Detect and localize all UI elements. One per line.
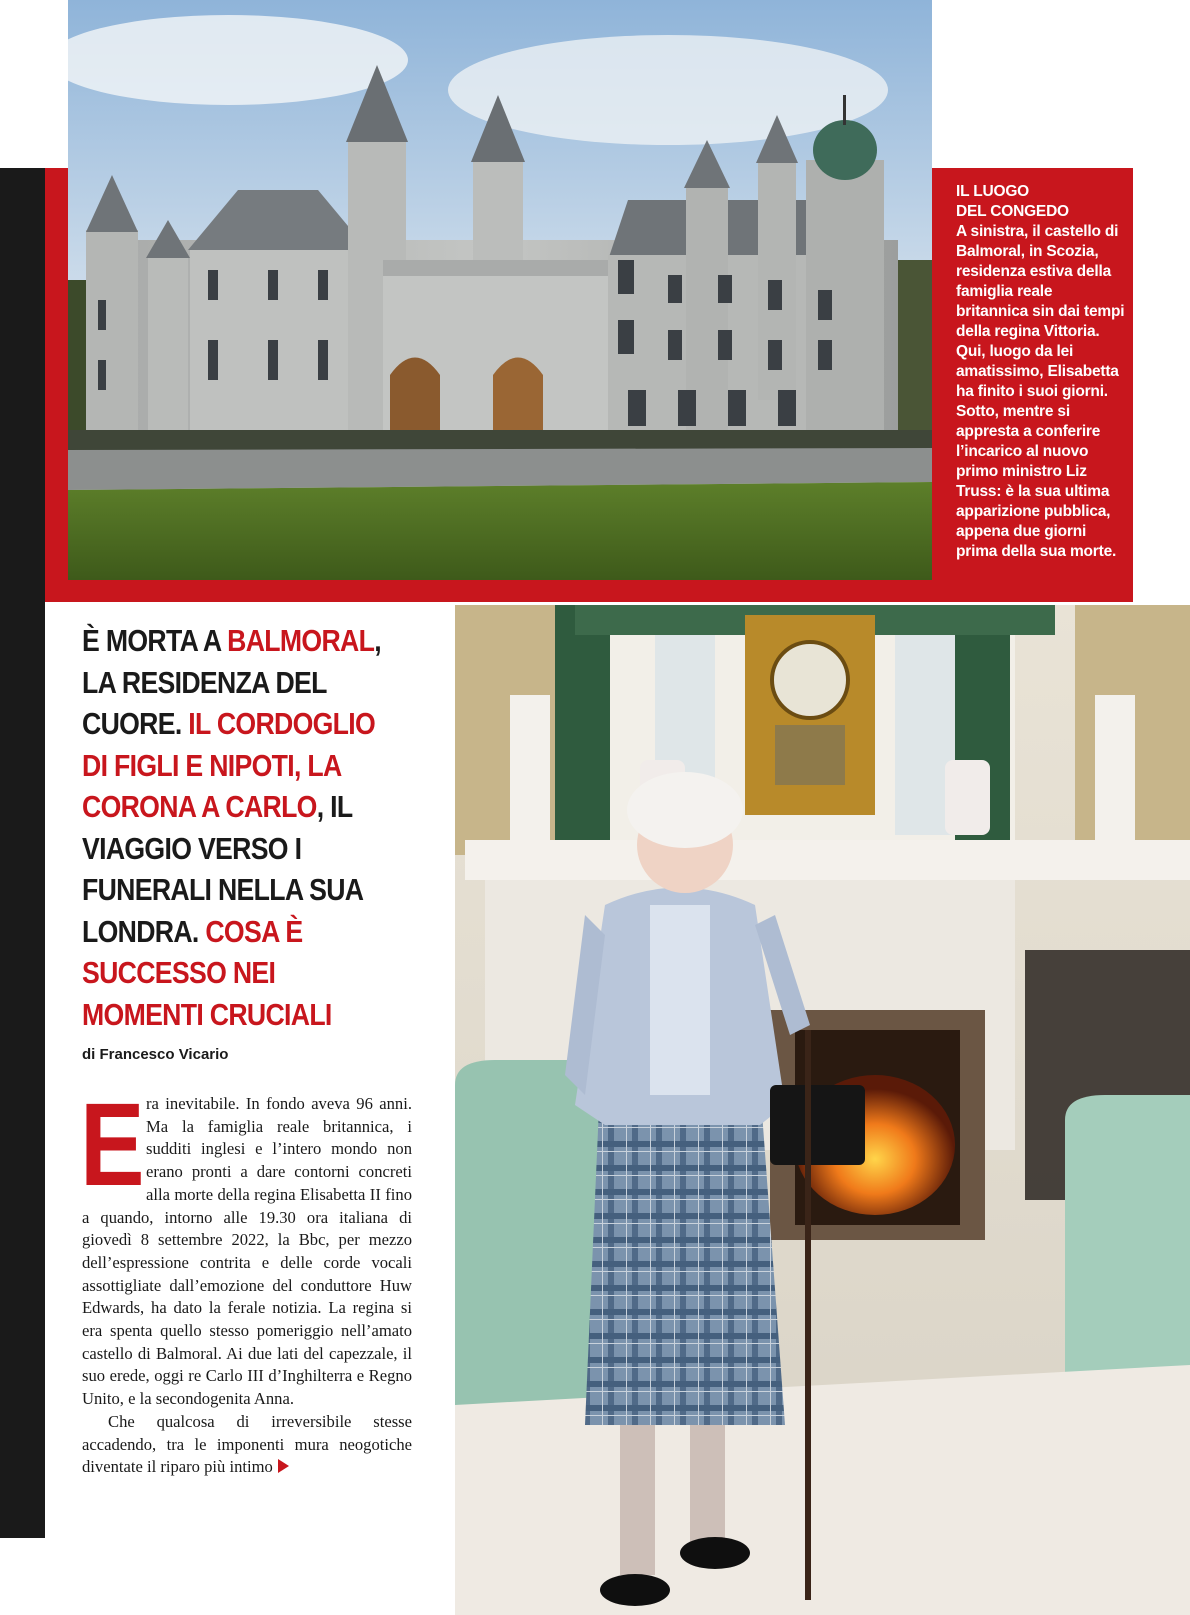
queen-photo <box>455 605 1190 1615</box>
caption-title-line2: DEL CONGEDO <box>956 203 1069 220</box>
headline-part-2: BALMORAL <box>227 623 375 658</box>
article-paragraph-2 <box>82 1411 412 1479</box>
article-paragraph-2-text: Che qualcosa di irreversibile stesse accadendo, tra le imponenti mura neogotiche diventate il riparo più intimo <box>82 1411 412 1477</box>
article-paragraph-1-text: ra inevitabile. In fondo aveva 96 anni. Ma la famiglia reale britannica, i sudditi inglesi e l’intero mondo non erano pronti a dare contorni concreti alla morte della regina Elisabetta II fino a quando, intorno alle 19.30 ora italiana di giovedì 8 settembre 2022, la Bbc, per mezzo dell’espressione contrita e delle corde vocali assottigliate dall’emozione del conduttore Huw Edwards, ha dato la ferale notizia. La regina si era spenta quello stesso pomeriggio nell’amato castello di Balmoral. Ai due lati del capezzale, il suo erede, oggi re Carlo III d’Inghilterra e Regno Unito, e la secondogenita Anna. <box>82 1094 412 1409</box>
caption-title-line1: IL LUOGO <box>956 183 1030 200</box>
headline-part-6: COSA È SUCCESSO NEI MOMENTI CRUCIALI <box>82 913 332 1032</box>
headline-part-3: , LA RESIDENZA DEL CUORE. <box>82 623 381 741</box>
balmoral-castle-photo <box>68 0 932 580</box>
article-body <box>80 1079 412 1479</box>
byline: di Francesco Vicario <box>82 1046 229 1063</box>
continue-arrow-icon <box>278 1459 289 1473</box>
headline-part-4: IL CORDOGLIO DI FIGLI E NIPOTI, LA CORONA A CARLO <box>82 706 376 824</box>
headline <box>82 620 400 1035</box>
article-paragraph-1 <box>80 1079 412 1411</box>
drop-cap: E <box>80 1079 145 1211</box>
headline-part-5: , IL VIAGGIO VERSO I FUNERALI NELLA SUA LONDRA. <box>82 789 363 949</box>
photo-caption <box>956 182 1128 562</box>
left-black-bar <box>0 168 45 1538</box>
caption-text: A sinistra, il castello di Balmoral, in Scozia, residenza estiva della famiglia reale britannica sin dai tempi della regina Vittoria. Qui, luogo da lei amatissimo, Elisabetta ha finito i suoi giorni. Sotto, mentre si appresta a conferire l’incarico al nuovo primo ministro Liz Truss: è la sua ultima apparizione pubblica, appena due giorni prima della sua morte. <box>956 223 1125 560</box>
headline-part-1: È MORTA A <box>82 623 228 658</box>
